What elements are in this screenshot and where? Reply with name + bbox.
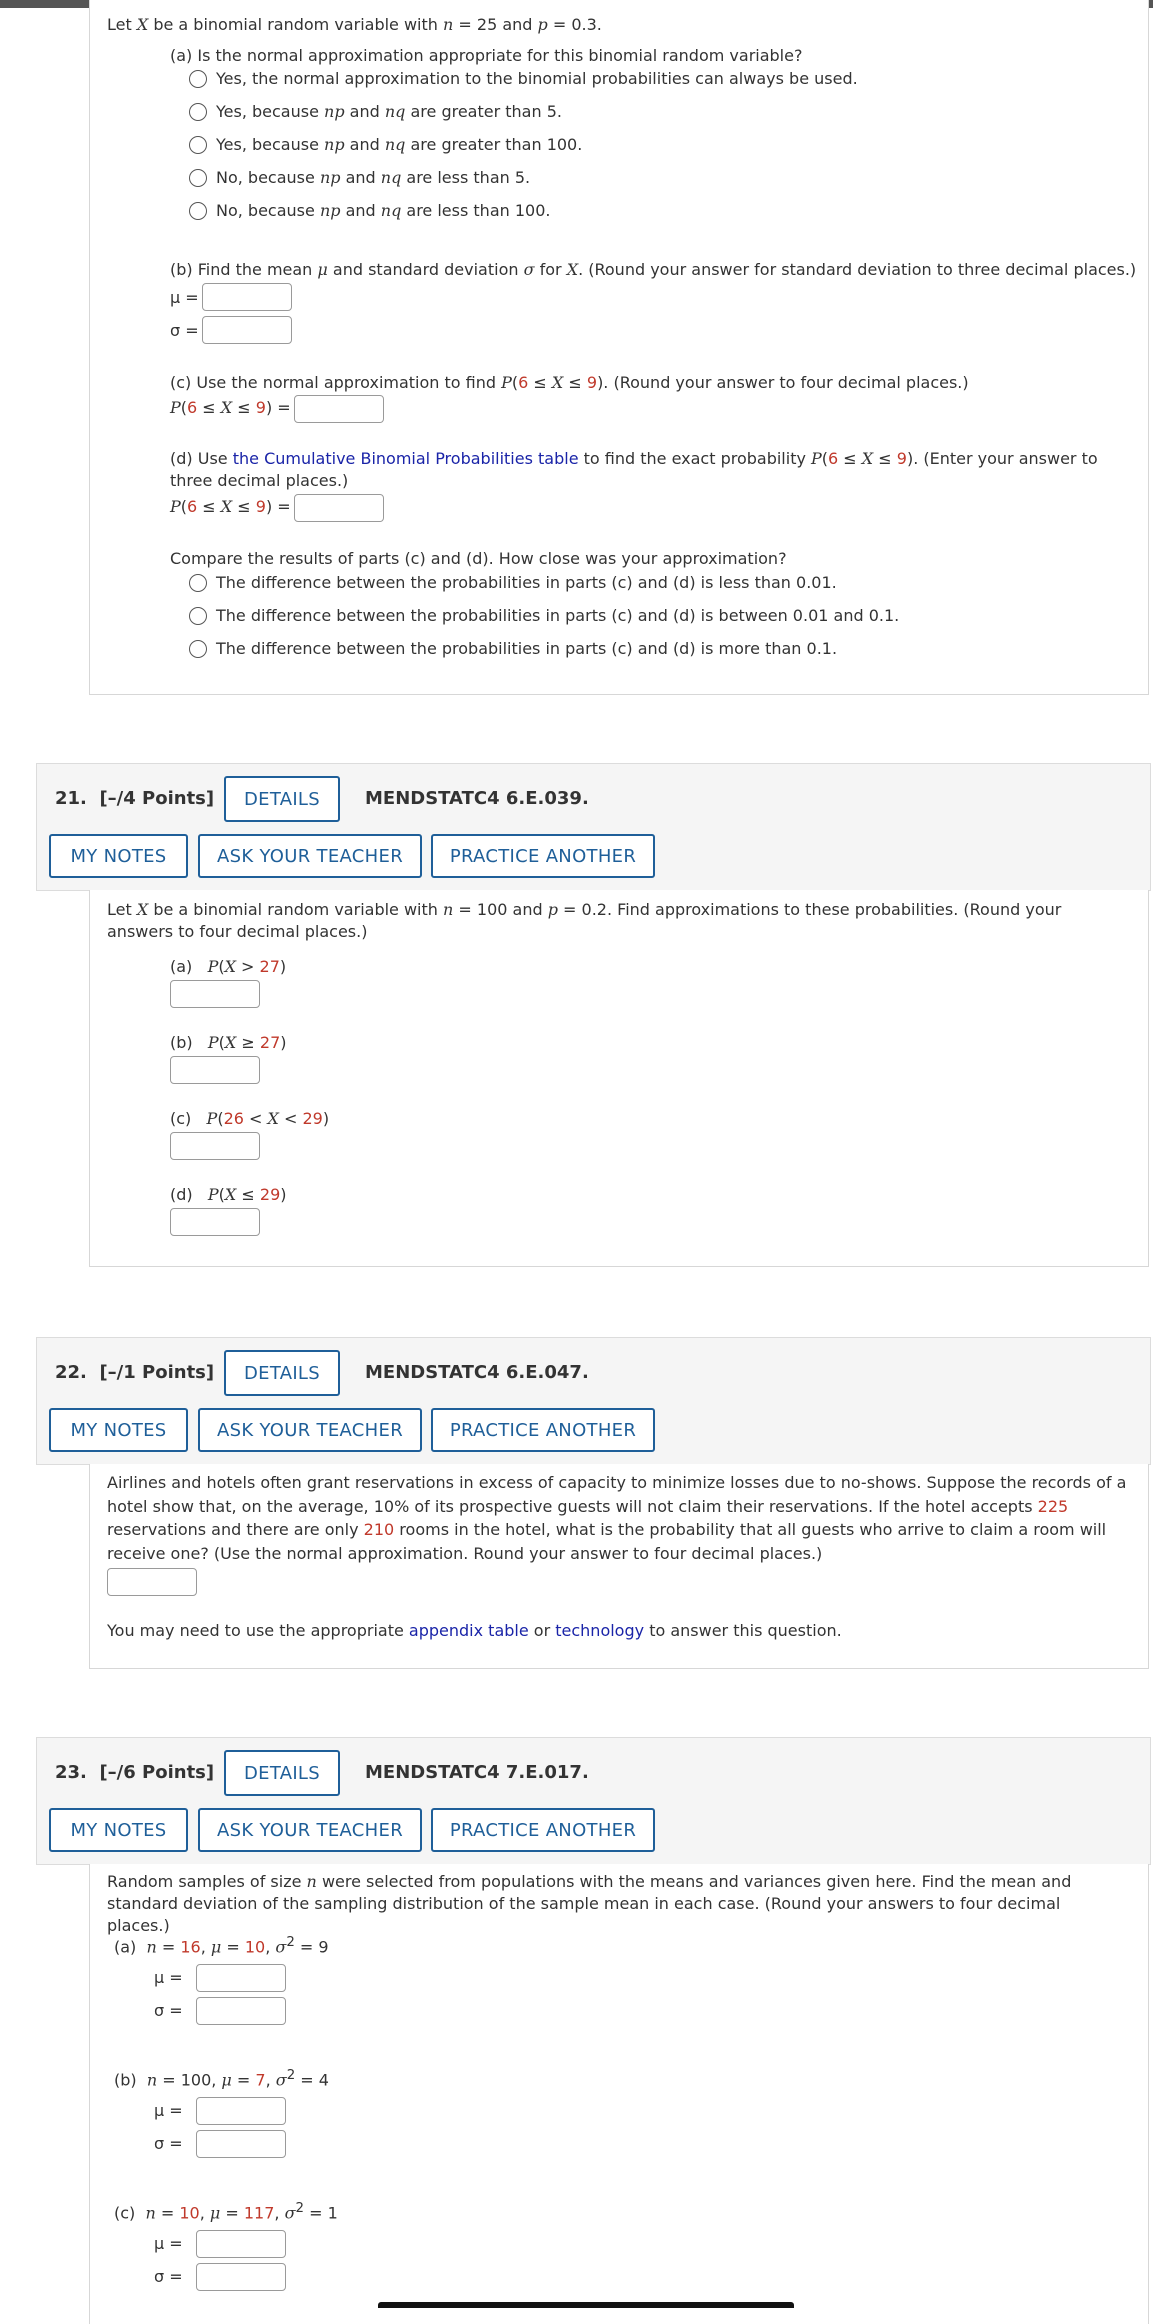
home-indicator-bar	[378, 2302, 794, 2308]
q20-part-a-question: (a) Is the normal approximation appropriate for this binomial random variable?	[170, 46, 803, 65]
q21-b-label: (b) P(X ≥ 27)	[170, 1033, 287, 1052]
q20-a-option-4-radio[interactable]	[189, 169, 207, 187]
q21-ask-teacher-button[interactable]: ASK YOUR TEACHER	[198, 834, 422, 878]
q20-part-c-question: (c) Use the normal approximation to find P(6 ≤ X ≤ 9). (Round your answer to four decimal places.)	[170, 373, 969, 392]
q20-part-b-question: (b) Find the mean μ and standard deviation σ for X. (Round your answer for standard deviation to three decimal places.)	[170, 260, 1137, 279]
q21-b-input[interactable]	[170, 1056, 260, 1084]
q21-a-input[interactable]	[170, 980, 260, 1008]
q23-a-mu-input[interactable]	[196, 1964, 286, 1992]
q22-text: Airlines and hotels often grant reservations in excess of capacity to minimize losses due to no-shows. Suppose the records of a hotel show that, on the average, 10% of its prospective guests will not claim their reservations. If the hotel accepts 225 reservations and there are only 210 rooms in the hotel, what is the probability that all guests who arrive to claim a room will receive one? (Use the normal approximation. Round your answer to four decimal places.)	[107, 1473, 1127, 1563]
q21-a-label: (a) P(X > 27)	[170, 957, 287, 976]
q22-ask-teacher-button[interactable]: ASK YOUR TEACHER	[198, 1408, 422, 1452]
q21-my-notes-button[interactable]: MY NOTES	[49, 834, 188, 878]
q20-compare-option-3-radio[interactable]	[189, 640, 207, 658]
q23-number-points: 23. [–/6 Points]	[55, 1762, 215, 1783]
question-22-header	[36, 1337, 1151, 1465]
q20-a-option-4: No, because np and nq are less than 5.	[216, 168, 531, 187]
q23-c-sigma-label: σ =	[154, 2267, 183, 2286]
q21-c-input[interactable]	[170, 1132, 260, 1160]
q20-part-d-question: (d) Use the Cumulative Binomial Probabilities table to find the exact probability P(6 ≤ X ≤ 9). (Enter your answer to three decimal places.)	[170, 449, 1098, 490]
q22-code: MENDSTATC4 6.E.047.	[365, 1362, 589, 1383]
q22-answer-input[interactable]	[107, 1568, 197, 1596]
q20-compare-option-2-radio[interactable]	[189, 607, 207, 625]
q20-compare-question: Compare the results of parts (c) and (d). How close was your approximation?	[170, 549, 787, 568]
q20-a-option-3-radio[interactable]	[189, 136, 207, 154]
q23-details-button[interactable]: DETAILS	[224, 1750, 340, 1796]
q20-d-label: P(6 ≤ X ≤ 9) =	[170, 497, 291, 516]
q20-a-option-5: No, because np and nq are less than 100.	[216, 201, 551, 220]
q23-a-sigma-label: σ =	[154, 2001, 183, 2020]
q23-b-mu-input[interactable]	[196, 2097, 286, 2125]
q21-details-button[interactable]: DETAILS	[224, 776, 340, 822]
q23-b-sigma-label: σ =	[154, 2134, 183, 2153]
q23-a-sigma-input[interactable]	[196, 1997, 286, 2025]
technology-link[interactable]: technology	[555, 1621, 645, 1640]
q23-code: MENDSTATC4 7.E.017.	[365, 1762, 589, 1783]
q20-compare-option-3: The difference between the probabilities in parts (c) and (d) is more than 0.1.	[216, 639, 838, 658]
q22-my-notes-button[interactable]: MY NOTES	[49, 1408, 188, 1452]
q21-c-label: (c) P(26 < X < 29)	[170, 1109, 330, 1128]
q23-c-sigma-input[interactable]	[196, 2263, 286, 2291]
q23-a-mu-label: μ =	[154, 1968, 183, 1987]
q20-compare-option-1-radio[interactable]	[189, 574, 207, 592]
q23-b-sigma-input[interactable]	[196, 2130, 286, 2158]
q20-a-option-1-radio[interactable]	[189, 70, 207, 88]
q22-details-button[interactable]: DETAILS	[224, 1350, 340, 1396]
q21-intro: Let X be a binomial random variable with n = 100 and p = 0.2. Find approximations to these probabilities. (Round your answers to four decimal places.)	[107, 900, 1062, 941]
q23-c-mu-input[interactable]	[196, 2230, 286, 2258]
q23-c-label: (c) n = 10, μ = 117, $\sigma^2 = 1$	[114, 2201, 338, 2223]
q20-compare-option-1: The difference between the probabilities in parts (c) and (d) is less than 0.01.	[216, 573, 837, 592]
question-21-header	[36, 763, 1151, 891]
q20-d-input[interactable]	[294, 494, 384, 522]
q21-d-label: (d) P(X ≤ 29)	[170, 1185, 287, 1204]
q23-my-notes-button[interactable]: MY NOTES	[49, 1808, 188, 1852]
q20-b-mu-input[interactable]	[202, 283, 292, 311]
q20-b-sigma-label: σ =	[170, 321, 199, 340]
q21-d-input[interactable]	[170, 1208, 260, 1236]
q20-a-option-5-radio[interactable]	[189, 202, 207, 220]
q20-intro: Let X be a binomial random variable with n = 25 and p = 0.3.	[107, 15, 602, 34]
appendix-table-link[interactable]: appendix table	[408, 1621, 529, 1640]
q22-number-points: 22. [–/1 Points]	[55, 1362, 215, 1383]
q20-b-sigma-input[interactable]	[202, 316, 292, 344]
q20-c-input[interactable]	[294, 395, 384, 423]
question-23-header	[36, 1737, 1151, 1865]
q20-c-label: P(6 ≤ X ≤ 9) =	[170, 398, 291, 417]
q23-a-label: (a) n = 16, μ = 10, $\sigma^2 = 9$	[114, 1935, 329, 1957]
q22-help-text: You may need to use the appropriate appendix table or technology to answer this question.	[107, 1621, 842, 1640]
q20-a-option-2: Yes, because np and nq are greater than 5.	[216, 102, 562, 121]
q20-a-option-1: Yes, the normal approximation to the binomial probabilities can always be used.	[216, 69, 858, 88]
q21-number-points: 21. [–/4 Points]	[55, 788, 215, 809]
q21-practice-another-button[interactable]: PRACTICE ANOTHER	[431, 834, 655, 878]
q21-code: MENDSTATC4 6.E.039.	[365, 788, 589, 809]
q23-practice-another-button[interactable]: PRACTICE ANOTHER	[431, 1808, 655, 1852]
q23-b-mu-label: μ =	[154, 2101, 183, 2120]
q23-intro: Random samples of size n were selected from populations with the means and variances given here. Find the mean and standard deviation of the sampling distribution of the sample mean in each case. (Round your answers to four decimal places.)	[107, 1872, 1072, 1935]
q23-b-label: (b) n = 100, μ = 7, $\sigma^2 = 4$	[114, 2068, 329, 2090]
q23-ask-teacher-button[interactable]: ASK YOUR TEACHER	[198, 1808, 422, 1852]
q23-c-mu-label: μ =	[154, 2234, 183, 2253]
q20-compare-option-2: The difference between the probabilities in parts (c) and (d) is between 0.01 and 0.1.	[216, 606, 900, 625]
q22-practice-another-button[interactable]: PRACTICE ANOTHER	[431, 1408, 655, 1452]
q20-a-option-2-radio[interactable]	[189, 103, 207, 121]
cumulative-binomial-table-link[interactable]: the Cumulative Binomial Probabilities table	[232, 449, 579, 468]
q20-a-option-3: Yes, because np and nq are greater than 100.	[216, 135, 583, 154]
q20-b-mu-label: μ =	[170, 288, 199, 307]
